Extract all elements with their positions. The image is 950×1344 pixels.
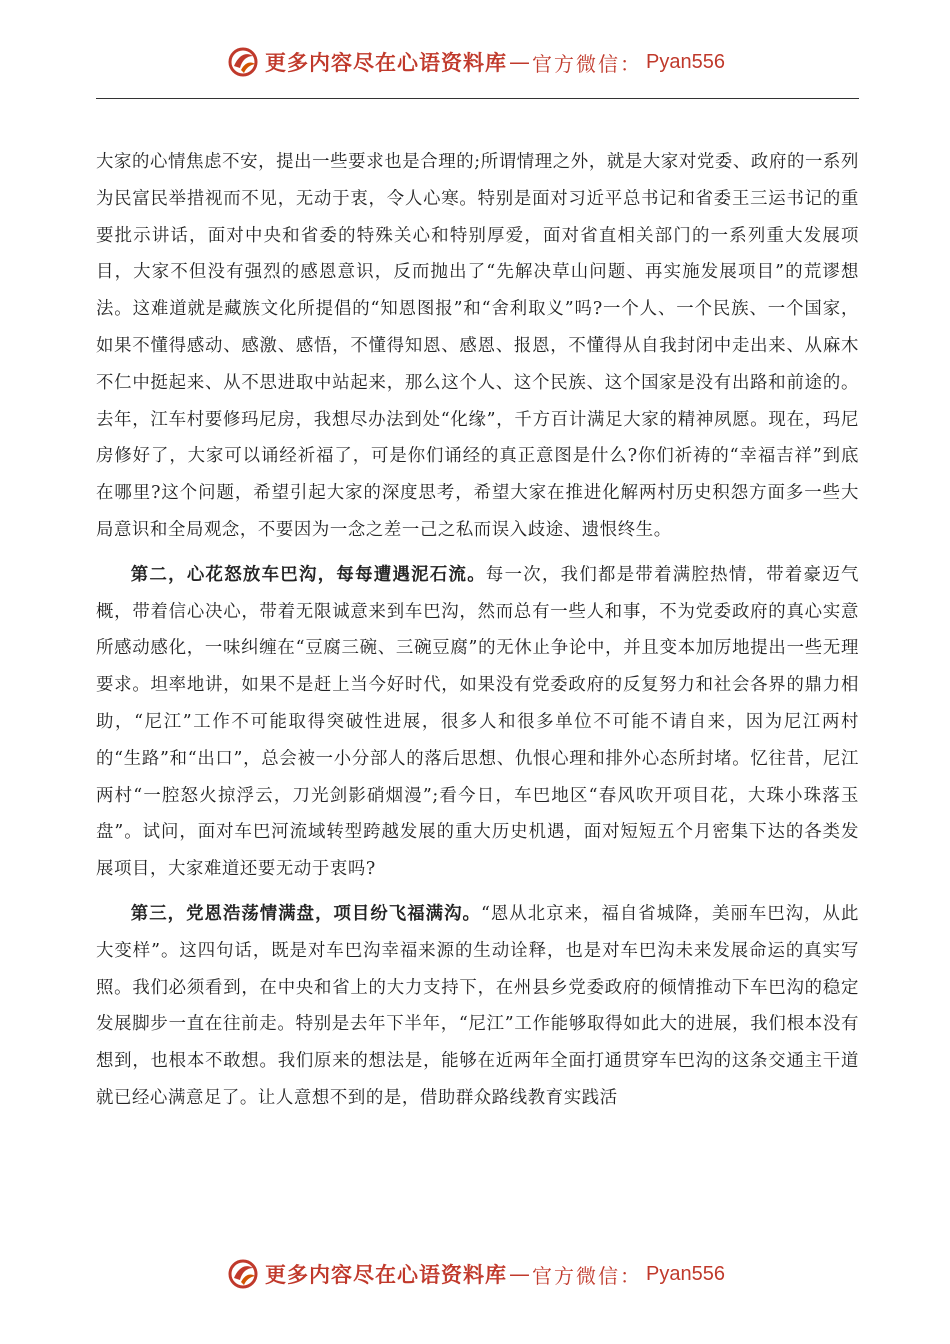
- paragraph-3-heading: 第三，党恩浩荡情满盘，项目纷飞福满沟。: [130, 903, 481, 924]
- footer-wechat-label: 官方微信：: [532, 1263, 643, 1288]
- header-brand: 更多内容尽在心语资料库: [265, 50, 508, 75]
- paragraph-3-text: “恩从北京来，福自省城降，美丽车巴沟，从此大变样”。这四句话，既是对车巴沟幸福来源的生动诠释，也是对车巴沟未来发展命运的真实写照。我们必须看到，在中央和省上的大力支持下，在州县乡党委政府的倾情推动下车巴沟的稳定发展脚步一直在往前走。特别是去年下半年，“尼江”工作能够取得如此大的进展，我们根本没有想到，也根本不敢想。我们原来的想法是，能够在近两年全面打通贯穿车巴沟的这条交通主干道就已经心满意足了。让人意想不到的是，借助群众路线教育实践活: [96, 903, 859, 1108]
- footer-brand: 更多内容尽在心语资料库: [265, 1262, 508, 1287]
- flame-swirl-logo-icon: [225, 44, 261, 80]
- header-separator: —: [509, 50, 531, 74]
- header-wechat-id: Pyan556: [646, 50, 725, 73]
- footer-wechat-id: Pyan556: [646, 1262, 725, 1285]
- footer-banner: [0, 1252, 950, 1296]
- footer-separator: —: [509, 1262, 531, 1286]
- paragraph-2: [96, 557, 859, 888]
- header-banner: [0, 40, 950, 84]
- paragraph-1: 大家的心情焦虑不安，提出一些要求也是合理的;所谓情理之外，就是大家对党委、政府的一系列为民富民举措视而不见，无动于衷，令人心寒。特别是面对习近平总书记和省委王三运书记的重要批示讲话，面对中央和省委的特殊关心和特别厚爱，面对省直相关部门的一系列重大发展项目，大家不但没有强烈的感恩意识，反而抛出了“先解决草山问题、再实施发展项目”的荒谬想法。这难道就是藏族文化所提倡的“知恩图报”和“舍利取义”吗?一个人、一个民族、一个国家，如果不懂得感动、感激、感悟，不懂得知恩、感恩、报恩，不懂得从自我封闭中走出来、从麻木不仁中挺起来、从不思进取中站起来，那么这个人、这个民族、这个国家是没有出路和前途的。去年，江车村要修玛尼房，我想尽办法到处“化缘”，千方百计满足大家的精神夙愿。现在，玛尼房修好了，大家可以诵经祈福了，可是你们诵经的真正意图是什么?你们祈祷的“幸福吉祥”到底在哪里?这个问题，希望引起大家的深度思考，希望大家在推进化解两村历史积怨方面多一些大局意识和全局观念，不要因为一念之差一己之私而误入歧途、遗恨终生。: [96, 152, 859, 540]
- paragraph-2-heading: 第二，心花怒放车巴沟，每每遭遇泥石流。: [130, 564, 486, 585]
- paragraph-2-text: 每一次，我们都是带着满腔热情，带着豪迈气概，带着信心决心，带着无限诚意来到车巴沟，然而总有一些人和事，不为党委政府的真心实意所感动感化，一味纠缠在“豆腐三碗、三碗豆腐”的无休止争论中，并且变本加厉地提出一些无理要求。坦率地讲，如果不是赶上当今好时代，如果没有党委政府的反复努力和社会各界的鼎力相助，“尼江”工作不可能取得突破性进展，很多人和很多单位不可能不请自来，因为尼江两村的“生路”和“出口”，总会被一小分部人的落后思想、仇恨心理和排外心态所封堵。忆往昔，尼江两村“一腔怒火掠浮云，刀光剑影硝烟漫”;看今日，车巴地区“春风吹开项目花，大珠小珠落玉盘”。试问，面对车巴河流域转型跨越发展的重大历史机遇，面对短短五个月密集下达的各类发展项目，大家难道还要无动于衷吗?: [96, 564, 859, 880]
- header-wechat-label: 官方微信：: [532, 51, 643, 76]
- document-body: [96, 144, 859, 1117]
- flame-swirl-logo-icon: [225, 1256, 261, 1292]
- header-divider: [96, 98, 859, 99]
- paragraph-3: [96, 896, 859, 1117]
